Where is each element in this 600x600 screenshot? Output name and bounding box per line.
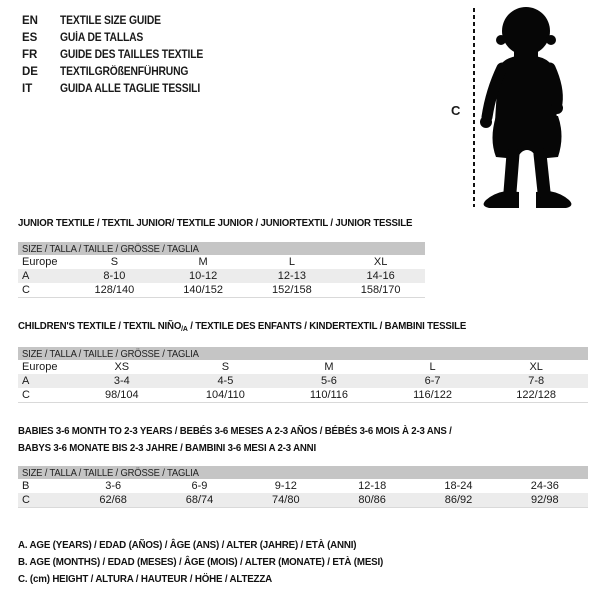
value-cell: 3-4: [113, 375, 130, 387]
language-row: [22, 63, 219, 80]
value-cell: 4-5: [217, 375, 234, 387]
row-label-cell: C: [22, 284, 30, 296]
table-title-line1: BABIES 3-6 MONTH TO 2-3 YEARS / BEBÉS 3-6 MESES A 2-3 AÑOS / BÉBÉS 3-6 MOIS À 2-3 ANS /: [18, 425, 452, 437]
size-cell: L: [288, 256, 295, 268]
footnote-legend: [18, 537, 411, 588]
value-cell: 80/86: [358, 494, 386, 506]
table-row-height: [18, 493, 588, 507]
value-cell: 7-8: [528, 375, 545, 387]
footnote-a: A. AGE (YEARS) / EDAD (AÑOS) / ÂGE (ANS) / ALTER (JAHRE) / ETÀ (ANNI): [18, 539, 357, 551]
size-cell: XS: [114, 361, 130, 373]
table-row-age-months: [18, 479, 588, 493]
value-cell: 5-6: [321, 375, 337, 387]
size-cell: S: [110, 256, 119, 268]
value-cell: 3-6: [105, 480, 122, 492]
table-title-text: CHILDREN'S TEXTILE / TEXTIL NIÑO: [18, 320, 182, 332]
table-row-height: [18, 283, 425, 297]
table-row-height: [18, 388, 588, 402]
value-cell: 104/110: [205, 389, 245, 401]
value-cell: 128/140: [94, 284, 135, 296]
table-title-subscript: /A: [181, 324, 188, 333]
value-cell: 98/104: [104, 389, 139, 401]
value-cell: 152/158: [271, 284, 312, 296]
value-cell: 122/128: [516, 389, 557, 401]
row-label-cell: B: [22, 480, 30, 492]
row-label-cell: Europe: [22, 361, 58, 373]
footnote-b: B. AGE (MONTHS) / EDAD (MESES) / ÂGE (MOIS) / ALTER (MONATE) / ETÀ (MESI): [18, 556, 384, 568]
size-cell: XL: [529, 361, 543, 373]
value-cell: 62/68: [99, 494, 127, 506]
size-cell: XL: [373, 256, 388, 268]
value-cell: 24-36: [530, 480, 559, 492]
value-cell: 6-9: [191, 480, 208, 492]
baby-legs: [510, 154, 544, 192]
value-cell: 116/122: [413, 389, 453, 401]
language-label: TEXTILE SIZE GUIDE: [60, 14, 161, 27]
value-cell: 68/74: [185, 494, 214, 506]
value-cell: 18-24: [444, 480, 473, 492]
language-list: [22, 12, 219, 97]
value-cell: 158/170: [360, 284, 401, 296]
language-row: [22, 12, 219, 29]
size-header-label: SIZE / TALLA / TAILLE / GRÖSSE / TAGLIA: [22, 466, 199, 479]
table-row-europe: [18, 360, 588, 374]
babies-textile-table: [18, 423, 588, 508]
language-row: [22, 29, 219, 46]
childrens-textile-table: [18, 320, 588, 403]
value-cell: 12-13: [277, 270, 306, 282]
value-cell: 10-12: [189, 270, 218, 282]
footnote-c: C. (cm) HEIGHT / ALTURA / HAUTEUR / HÖHE / ALTEZZA: [18, 573, 272, 585]
size-header-bar: [18, 242, 425, 255]
table-title: JUNIOR TEXTILE / TEXTIL JUNIOR/ TEXTILE JUNIOR / JUNIORTEXTIL / JUNIOR TESSILE: [18, 217, 413, 229]
value-cell: 12-18: [358, 480, 387, 492]
language-row: [22, 46, 219, 63]
value-cell: 74/80: [272, 494, 300, 506]
language-row: [22, 80, 219, 97]
baby-silhouette-image: [479, 6, 594, 212]
row-label-cell: Europe: [22, 256, 58, 268]
table-title-line2: BABYS 3-6 MONATE BIS 2-3 JAHRE / BAMBINI 3-6 MESI A 2-3 ANNI: [18, 442, 316, 454]
row-label-cell: A: [22, 270, 30, 282]
value-cell: 86/92: [444, 494, 473, 506]
value-cell: 140/152: [183, 284, 223, 296]
size-cell: M: [198, 256, 208, 268]
size-header-bar: [18, 466, 588, 479]
height-marker-label: C: [451, 103, 461, 118]
row-label-cell: A: [22, 375, 30, 387]
size-header-label: SIZE / TALLA / TAILLE / GRÖSSE / TAGLIA: [22, 242, 199, 255]
language-code: EN: [22, 14, 38, 27]
language-label: GUÍA DE TALLAS: [60, 31, 144, 44]
row-label-cell: C: [22, 389, 30, 401]
value-cell: 9-12: [274, 480, 297, 492]
language-label: GUIDE DES TAILLES TEXTILE: [60, 48, 204, 61]
size-header-bar: [18, 347, 588, 360]
height-dashed-line: [473, 8, 475, 207]
value-cell: 6-7: [424, 375, 441, 387]
table-title-text: / TEXTILE DES ENFANTS / KINDERTEXTIL / BAMBINI TESSILE: [187, 320, 467, 332]
language-label: GUIDA ALLE TAGLIE TESSILI: [60, 82, 201, 95]
table-row-age: [18, 269, 425, 283]
row-label-cell: C: [22, 494, 30, 506]
size-cell: L: [429, 361, 436, 373]
value-cell: 8-10: [103, 270, 126, 282]
language-code: DE: [22, 65, 38, 78]
language-code: IT: [22, 82, 33, 95]
table-title: [18, 320, 542, 333]
table-row-age: [18, 374, 588, 388]
value-cell: 92/98: [531, 494, 559, 506]
language-code: FR: [22, 48, 38, 61]
language-code: ES: [22, 31, 38, 44]
language-label: TEXTILGRÖßENFÜHRUNG: [60, 65, 189, 78]
size-header-label: SIZE / TALLA / TAILLE / GRÖSSE / TAGLIA: [22, 347, 199, 360]
size-cell: S: [221, 361, 230, 373]
value-cell: 14-16: [366, 270, 395, 282]
size-cell: M: [324, 361, 334, 373]
value-cell: 110/116: [309, 389, 349, 401]
junior-textile-table: [18, 217, 425, 298]
table-row-europe: [18, 255, 425, 269]
